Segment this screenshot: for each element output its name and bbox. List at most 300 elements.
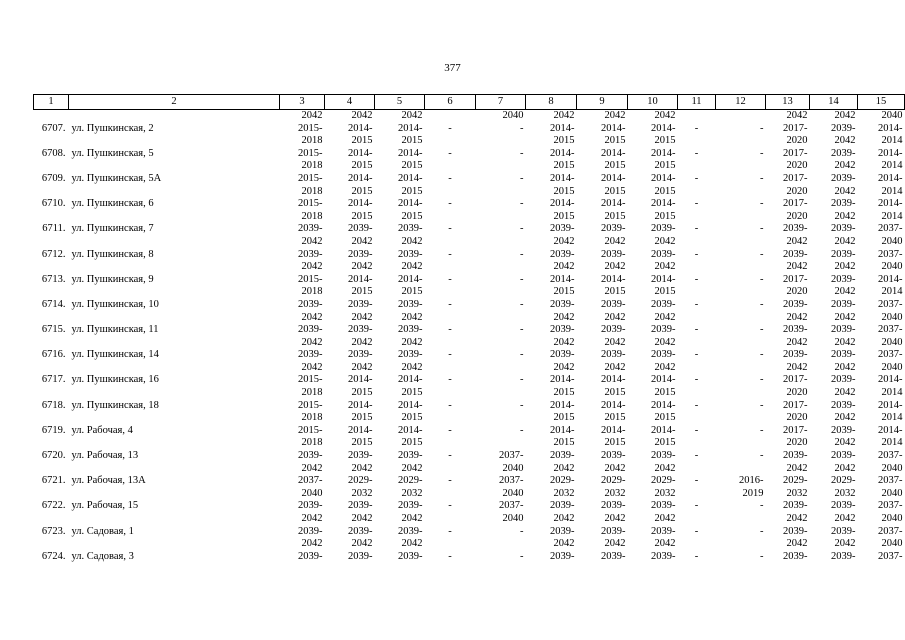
term-start: 2039-: [398, 223, 423, 235]
term-end: 2015: [553, 135, 575, 147]
term-start: 2039-: [298, 500, 323, 512]
term-start: -: [448, 273, 452, 285]
term-cell: [526, 123, 577, 148]
term-end: 2042: [654, 538, 676, 550]
term-end: 2015: [604, 135, 626, 147]
term-end: 2040: [881, 311, 903, 323]
term-start: 2014-: [550, 273, 575, 285]
term-cell: [280, 400, 325, 425]
term-end: 2042: [834, 513, 856, 524]
term-end: [476, 387, 524, 400]
term-start: 2039-: [831, 223, 856, 235]
column-header: 2: [69, 95, 280, 110]
term-cell: [526, 551, 577, 576]
term-cell: [766, 123, 810, 148]
column-header: 10: [628, 95, 678, 110]
term-end: 2015: [401, 387, 423, 399]
term-start: 2039-: [783, 450, 808, 462]
term-start: 2037-: [878, 248, 903, 260]
term-cell: [716, 526, 766, 551]
term-end: [716, 337, 764, 350]
term-end: 2014: [881, 135, 903, 147]
term-end: [476, 160, 524, 173]
term-cell: [425, 526, 476, 551]
term-end: 2018: [301, 412, 323, 424]
term-start: 2014-: [550, 374, 575, 386]
column-header-row: [34, 95, 905, 110]
table-row: [34, 123, 905, 148]
term-cell: [628, 425, 678, 450]
term-start: 2039-: [831, 450, 856, 462]
term-end: [678, 538, 716, 551]
term-end: 2042: [834, 437, 856, 449]
carry-over-row: [34, 110, 905, 123]
term-cell: [280, 274, 325, 299]
term-start: 2014-: [601, 374, 626, 386]
term-end: [678, 463, 716, 476]
term-start: 2039-: [398, 525, 423, 537]
term-end: 2042: [654, 336, 676, 348]
carry-cell: 2042: [834, 110, 856, 121]
term-end: [716, 362, 764, 375]
term-end: 2015: [553, 387, 575, 399]
term-cell: [858, 148, 905, 173]
term-start: 2014-: [550, 122, 575, 134]
term-end: [476, 286, 524, 299]
term-end: 2018: [301, 286, 323, 298]
term-start: 2017-: [783, 273, 808, 285]
term-end: 2020: [786, 135, 808, 147]
carry-cell: 2042: [553, 110, 575, 121]
term-start: 2039-: [831, 198, 856, 210]
term-cell: [678, 249, 716, 274]
term-end: [858, 563, 903, 576]
term-cell: [766, 148, 810, 173]
term-end: 2042: [786, 538, 808, 550]
term-end: 2042: [553, 538, 575, 550]
term-start: 2014-: [348, 198, 373, 210]
term-cell: [810, 526, 858, 551]
term-end: 2042: [401, 261, 423, 273]
term-start: 2037-: [878, 450, 903, 462]
term-end: 2015: [351, 160, 373, 172]
term-end: 2015: [351, 286, 373, 298]
term-start: 2039-: [550, 298, 575, 310]
term-start: 2039-: [348, 298, 373, 310]
term-cell: [858, 198, 905, 223]
term-cell: [526, 349, 577, 374]
term-cell: [858, 425, 905, 450]
term-end: [716, 513, 764, 526]
term-end: 2040: [881, 462, 903, 474]
table-row: [34, 249, 905, 274]
term-start: 2014-: [878, 172, 903, 184]
term-cell: [325, 198, 375, 223]
term-start: 2029-: [783, 475, 808, 487]
term-cell: [280, 526, 325, 551]
table-row: [34, 500, 905, 525]
address-cell: ул. Пушкинская, 8: [71, 248, 154, 260]
term-cell: [425, 450, 476, 475]
term-end: [476, 412, 524, 425]
term-cell: [678, 198, 716, 223]
term-cell: [716, 299, 766, 324]
term-end: 2040: [881, 336, 903, 348]
term-end: 2015: [654, 286, 676, 298]
term-end: [476, 563, 524, 576]
term-end: 2015: [401, 185, 423, 197]
term-cell: [577, 223, 628, 248]
term-cell: [280, 475, 325, 500]
term-start: 2039-: [348, 500, 373, 512]
term-cell: [476, 324, 526, 349]
term-end: 2042: [401, 361, 423, 373]
term-start: 2017-: [783, 399, 808, 411]
term-cell: [476, 349, 526, 374]
term-start: -: [760, 399, 764, 411]
term-cell: [577, 400, 628, 425]
term-start: -: [520, 525, 524, 537]
term-end: [425, 463, 476, 476]
term-start: 2039-: [651, 525, 676, 537]
term-end: 2015: [654, 160, 676, 172]
term-end: 2018: [301, 135, 323, 147]
term-cell: [375, 123, 425, 148]
term-end: [425, 563, 476, 576]
term-cell: [766, 274, 810, 299]
term-cell: [375, 500, 425, 525]
term-cell: [628, 274, 678, 299]
address-cell: ул. Садовая, 1: [71, 525, 134, 537]
row-number: 6719.: [41, 424, 66, 436]
term-end: 2042: [301, 311, 323, 323]
term-end: 2042: [553, 311, 575, 323]
term-end: 2015: [553, 412, 575, 424]
term-cell: [628, 551, 678, 576]
term-start: 2039-: [601, 223, 626, 235]
term-cell: [325, 223, 375, 248]
term-end: 2042: [604, 261, 626, 273]
term-start: 2014-: [348, 424, 373, 436]
term-end: [678, 211, 716, 224]
term-end: 2040: [502, 487, 524, 499]
term-cell: [766, 551, 810, 576]
term-start: 2014-: [651, 198, 676, 210]
term-cell: [476, 148, 526, 173]
term-cell: [425, 374, 476, 399]
term-cell: [628, 374, 678, 399]
term-cell: [678, 324, 716, 349]
term-cell: [526, 450, 577, 475]
term-end: 2015: [351, 210, 373, 222]
term-cell: [628, 123, 678, 148]
term-end: 2042: [351, 235, 373, 247]
term-start: -: [694, 399, 699, 411]
term-start: 2039-: [831, 248, 856, 260]
term-start: 2017-: [783, 147, 808, 159]
term-start: -: [694, 172, 699, 184]
term-start: -: [448, 475, 452, 487]
term-end: [678, 488, 716, 501]
term-end: [716, 186, 764, 199]
term-start: 2014-: [651, 374, 676, 386]
term-cell: [766, 500, 810, 525]
term-end: 2020: [786, 160, 808, 172]
term-end: [716, 211, 764, 224]
term-end: 2042: [351, 311, 373, 323]
term-start: 2039-: [550, 450, 575, 462]
term-start: -: [694, 550, 699, 562]
term-cell: [375, 526, 425, 551]
term-cell: [476, 374, 526, 399]
term-start: 2014-: [651, 424, 676, 436]
address-cell: ул. Пушкинская, 2: [71, 122, 154, 134]
term-cell: [858, 123, 905, 148]
term-cell: [766, 249, 810, 274]
term-cell: [476, 223, 526, 248]
term-cell: [810, 400, 858, 425]
term-end: 2015: [604, 437, 626, 449]
term-start: 2039-: [601, 298, 626, 310]
term-end: 2042: [553, 336, 575, 348]
term-cell: [577, 148, 628, 173]
term-cell: [810, 299, 858, 324]
term-end: 2015: [654, 210, 676, 222]
table-row: [34, 324, 905, 349]
term-end: 2018: [301, 160, 323, 172]
row-number: 6720.: [41, 450, 66, 462]
term-start: 2039-: [601, 500, 626, 512]
column-header: 4: [325, 95, 375, 110]
term-cell: [577, 274, 628, 299]
term-cell: [577, 526, 628, 551]
term-end: [476, 186, 524, 199]
address-cell: ул. Пушкинская, 6: [71, 198, 154, 210]
term-cell: [325, 425, 375, 450]
term-start: -: [694, 475, 699, 487]
term-start: -: [448, 374, 452, 386]
term-start: -: [448, 550, 452, 562]
term-start: 2037-: [878, 500, 903, 512]
term-end: 2015: [654, 412, 676, 424]
term-start: 2039-: [651, 223, 676, 235]
term-end: [678, 362, 716, 375]
term-start: 2039-: [398, 349, 423, 361]
term-end: 2020: [786, 210, 808, 222]
address-cell: ул. Рабочая, 13А: [71, 475, 146, 487]
term-start: 2029-: [348, 475, 373, 487]
term-cell: [325, 450, 375, 475]
term-end: 2042: [654, 361, 676, 373]
term-cell: [280, 349, 325, 374]
term-end: 2042: [401, 336, 423, 348]
term-cell: [716, 551, 766, 576]
term-end: 2042: [834, 135, 856, 147]
term-cell: [716, 123, 766, 148]
term-start: -: [694, 122, 699, 134]
term-start: -: [520, 248, 524, 260]
term-start: 2039-: [651, 450, 676, 462]
term-end: 2018: [301, 185, 323, 197]
carry-cell: 2040: [881, 110, 903, 121]
column-header: 3: [280, 95, 325, 110]
term-start: 2014-: [878, 374, 903, 386]
term-start: -: [760, 424, 764, 436]
column-header: 11: [678, 95, 716, 110]
term-end: [716, 387, 764, 400]
term-start: 2014-: [550, 172, 575, 184]
term-cell: [425, 198, 476, 223]
address-cell: ул. Пушкинская, 14: [71, 349, 159, 361]
carry-cell: [716, 110, 766, 123]
term-start: 2015-: [298, 273, 323, 285]
address-cell: ул. Рабочая, 4: [71, 424, 133, 436]
term-end: 2015: [351, 412, 373, 424]
term-end: 2042: [654, 311, 676, 323]
term-cell: [678, 274, 716, 299]
term-end: [425, 261, 476, 274]
term-start: 2039-: [550, 248, 575, 260]
term-start: 2029-: [651, 475, 676, 487]
term-cell: [280, 123, 325, 148]
row-number: 6718.: [41, 399, 66, 411]
term-start: 2039-: [348, 248, 373, 260]
term-end: 2015: [553, 437, 575, 449]
term-cell: [375, 349, 425, 374]
term-cell: [716, 223, 766, 248]
term-end: 2015: [604, 387, 626, 399]
term-start: 2014-: [878, 399, 903, 411]
term-cell: [716, 400, 766, 425]
carry-cell: 2042: [654, 110, 676, 121]
term-end: [577, 563, 626, 576]
term-start: 2039-: [783, 248, 808, 260]
term-start: -: [520, 147, 524, 159]
term-end: 2042: [604, 538, 626, 550]
term-cell: [476, 475, 526, 500]
term-cell: [810, 223, 858, 248]
table-row: [34, 198, 905, 223]
term-start: 2016-: [739, 475, 764, 487]
carry-cell: 2042: [401, 110, 423, 121]
term-start: -: [694, 198, 699, 210]
term-start: 2039-: [550, 223, 575, 235]
term-cell: [858, 274, 905, 299]
term-start: 2014-: [651, 273, 676, 285]
term-start: 2014-: [601, 399, 626, 411]
term-cell: [678, 148, 716, 173]
term-cell: [628, 450, 678, 475]
term-start: 2039-: [298, 248, 323, 260]
term-start: -: [760, 223, 764, 235]
row-number: 6721.: [41, 475, 66, 487]
term-cell: [810, 450, 858, 475]
term-end: 2015: [401, 412, 423, 424]
table-row: [34, 400, 905, 425]
term-cell: [810, 123, 858, 148]
column-header: 6: [425, 95, 476, 110]
term-cell: [628, 198, 678, 223]
term-start: -: [694, 450, 699, 462]
term-start: -: [520, 122, 524, 134]
carry-cell: [69, 110, 280, 123]
term-end: [425, 513, 476, 526]
term-end: 2042: [553, 261, 575, 273]
carry-cell: [425, 110, 476, 123]
term-cell: [766, 450, 810, 475]
carry-cell: [34, 110, 69, 123]
term-end: 2040: [502, 462, 524, 474]
term-end: [678, 437, 716, 450]
table-row: [34, 425, 905, 450]
term-end: [425, 160, 476, 173]
term-end: 2042: [834, 311, 856, 323]
term-cell: [577, 123, 628, 148]
term-start: 2017-: [783, 424, 808, 436]
address-cell: ул. Пушкинская, 7: [71, 223, 154, 235]
term-start: -: [520, 223, 524, 235]
term-start: 2039-: [348, 550, 373, 562]
term-cell: [325, 123, 375, 148]
table-row: [34, 374, 905, 399]
term-cell: [476, 425, 526, 450]
term-start: 2039-: [651, 298, 676, 310]
term-start: 2039-: [348, 223, 373, 235]
table-row: [34, 450, 905, 475]
term-end: [425, 337, 476, 350]
term-start: 2039-: [298, 450, 323, 462]
row-number: 6713.: [41, 273, 66, 285]
term-start: -: [448, 172, 452, 184]
term-start: 2014-: [601, 424, 626, 436]
term-cell: [577, 173, 628, 198]
term-cell: [766, 223, 810, 248]
term-end: 2042: [553, 235, 575, 247]
term-cell: [425, 148, 476, 173]
term-cell: [766, 198, 810, 223]
term-cell: [858, 173, 905, 198]
row-number: 6715.: [41, 324, 66, 336]
term-end: [716, 412, 764, 425]
term-end: 2032: [786, 487, 808, 499]
column-header: 9: [577, 95, 628, 110]
term-end: 2014: [881, 160, 903, 172]
term-cell: [526, 374, 577, 399]
column-header: 1: [34, 95, 69, 110]
term-end: [375, 563, 423, 576]
term-end: [678, 160, 716, 173]
term-end: [628, 563, 676, 576]
term-start: 2037-: [499, 475, 524, 487]
term-cell: [766, 475, 810, 500]
term-cell: [810, 374, 858, 399]
term-cell: [325, 475, 375, 500]
term-cell: [375, 450, 425, 475]
term-start: 2037-: [298, 475, 323, 487]
term-cell: [526, 500, 577, 525]
term-cell: [810, 173, 858, 198]
term-cell: [476, 299, 526, 324]
term-end: [425, 488, 476, 501]
term-cell: [766, 526, 810, 551]
term-cell: [325, 274, 375, 299]
term-cell: [526, 400, 577, 425]
term-cell: [577, 198, 628, 223]
term-start: 2039-: [651, 248, 676, 260]
term-end: 2042: [834, 387, 856, 399]
term-cell: [280, 249, 325, 274]
term-start: 2039-: [348, 324, 373, 336]
